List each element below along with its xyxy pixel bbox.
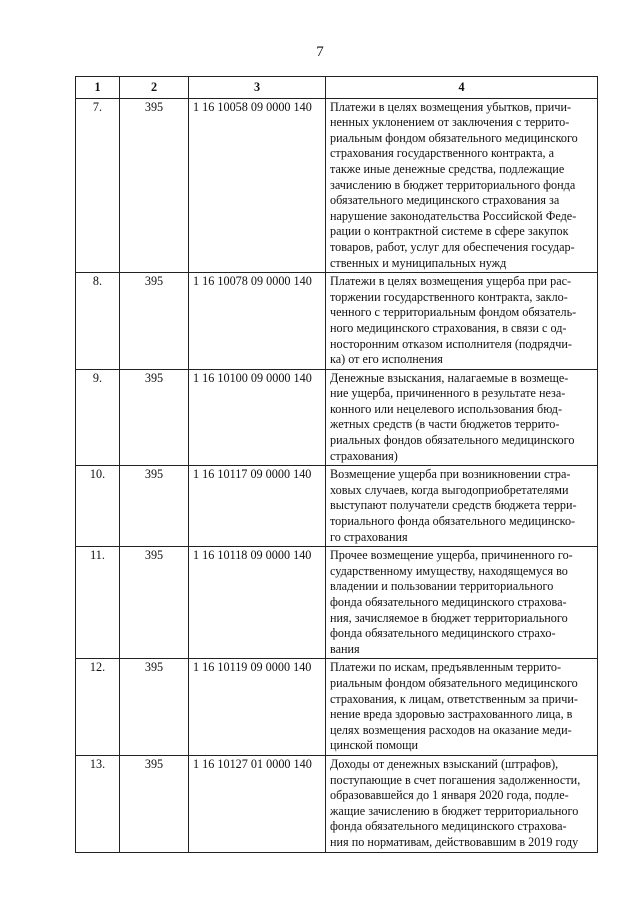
table-row xyxy=(76,369,598,466)
description-line: целях возмещения расходов на оказание меди- xyxy=(330,722,572,737)
description-line: фонда обязательного медицинского страхо- xyxy=(330,626,556,641)
description-line: конного или нецелевого использования бюд- xyxy=(330,401,563,416)
table-body xyxy=(76,98,598,852)
table-header-row xyxy=(76,77,598,99)
admin-code-cell: 395 xyxy=(120,755,189,852)
description-line: го страхования xyxy=(330,529,408,544)
description-line: поступающие в счет погашения задолженности, xyxy=(330,772,581,787)
table-row xyxy=(76,98,598,273)
description-line: товаров, работ, услуг для обеспечения государ- xyxy=(330,239,575,254)
column-header: 3 xyxy=(189,77,326,99)
admin-code-cell: 395 xyxy=(120,369,189,466)
description-line: вания xyxy=(330,641,360,656)
description-cell xyxy=(326,466,598,547)
description-cell xyxy=(326,369,598,466)
description-line: страхования) xyxy=(330,448,398,463)
description-line: Платежи в целях возмещения убытков, причи- xyxy=(330,99,572,114)
description-line: нарушение законодательства Российской Феде- xyxy=(330,208,577,223)
row-number-cell: 8. xyxy=(76,273,120,370)
description-line: образовавшейся до 1 января 2020 года, подле- xyxy=(330,788,569,803)
description-line: ния, зачисляемое в бюджет территориального xyxy=(330,610,568,625)
table-row xyxy=(76,755,598,852)
budget-code-cell: 1 16 10058 09 0000 140 xyxy=(189,98,326,273)
description-cell xyxy=(326,547,598,659)
column-header: 1 xyxy=(76,77,120,99)
description-line: рации о контрактной системе в сфере закупок xyxy=(330,224,569,239)
column-header: 2 xyxy=(120,77,189,99)
description-line: Возмещение ущерба при возникновении стра- xyxy=(330,467,571,482)
table-row xyxy=(76,273,598,370)
description-line: фонда обязательного медицинского страхова- xyxy=(330,595,567,609)
description-line: торжении государственного контракта, закло- xyxy=(330,289,568,304)
row-number-cell: 13. xyxy=(76,755,120,852)
table-row xyxy=(76,547,598,659)
row-number-cell: 11. xyxy=(76,547,120,659)
revenue-codes-table xyxy=(75,76,598,853)
description-line: ного медицинского страхования, в связи с од- xyxy=(330,320,567,335)
description-line: страхования, к лицам, ответственным за причи- xyxy=(330,691,578,706)
budget-code-cell: 1 16 10127 01 0000 140 xyxy=(189,755,326,852)
description-line: ховых случаев, когда выгодоприобретателями xyxy=(330,482,569,497)
description-line: цинской помощи xyxy=(330,738,419,753)
admin-code-cell: 395 xyxy=(120,273,189,370)
budget-code-cell: 1 16 10119 09 0000 140 xyxy=(189,659,326,756)
description-line: ния по нормативам, действовавшим в 2019 году xyxy=(330,834,579,849)
description-line: ственных и муниципальных нужд xyxy=(330,255,507,270)
description-line: ка) от его исполнения xyxy=(330,352,443,367)
admin-code-cell: 395 xyxy=(120,98,189,273)
admin-code-cell: 395 xyxy=(120,659,189,756)
description-line: риальным фондом обязательного медицинского xyxy=(330,130,578,145)
description-line: Доходы от денежных взысканий (штрафов), xyxy=(330,756,559,771)
budget-code-cell: 1 16 10078 09 0000 140 xyxy=(189,273,326,370)
column-header: 4 xyxy=(326,77,598,99)
description-line: фонда обязательного медицинского страхова- xyxy=(330,819,567,834)
description-cell xyxy=(326,98,598,273)
budget-code-cell: 1 16 10117 09 0000 140 xyxy=(189,466,326,547)
description-line: ченного с территориальным фондом обязатель- xyxy=(330,305,577,320)
page-number: 7 xyxy=(316,44,324,60)
description-line: жащие зачислению в бюджет территориального xyxy=(330,803,579,818)
description-line: Платежи по искам, предъявленным террито- xyxy=(330,660,562,675)
description-line: выступают получатели средств бюджета терри- xyxy=(330,498,577,513)
table-row xyxy=(76,659,598,756)
description-line: владении и пользовании территориального xyxy=(330,579,554,594)
admin-code-cell: 395 xyxy=(120,547,189,659)
admin-code-cell: 395 xyxy=(120,466,189,547)
description-line: страхования государственного контракта, а xyxy=(330,146,555,161)
row-number-cell: 12. xyxy=(76,659,120,756)
description-line: Денежные взыскания, налагаемые в возмеще- xyxy=(330,370,569,385)
description-cell xyxy=(326,755,598,852)
description-line: обязательного медицинского страхования за xyxy=(330,193,560,208)
description-line: нение вреда здоровью застрахованного лица, в xyxy=(330,707,573,722)
description-line: риальным фондом обязательного медицинского xyxy=(330,675,578,690)
description-line: зачислению в бюджет территориального фонда xyxy=(330,177,576,192)
description-cell xyxy=(326,659,598,756)
row-number-cell: 10. xyxy=(76,466,120,547)
description-line: жетных средств (в части бюджетов террито- xyxy=(330,417,560,432)
row-number-cell: 7. xyxy=(76,98,120,273)
budget-code-cell: 1 16 10118 09 0000 140 xyxy=(189,547,326,659)
budget-code-cell: 1 16 10100 09 0000 140 xyxy=(189,369,326,466)
description-line: Прочее возмещение ущерба, причиненного го- xyxy=(330,548,573,563)
row-number-cell: 9. xyxy=(76,369,120,466)
description-line: сударственному имуществу, находящемуся во xyxy=(330,563,568,578)
description-line: ние ущерба, причиненного в результате неза- xyxy=(330,386,566,401)
description-cell xyxy=(326,273,598,370)
description-line: носторонним отказом исполнителя (подрядчи- xyxy=(330,336,572,351)
description-line: ториального фонда обязательного медицинско- xyxy=(330,514,576,529)
table-row xyxy=(76,466,598,547)
description-line: риальных фондов обязательного медицинского xyxy=(330,433,575,448)
description-line: Платежи в целях возмещения ущерба при рас- xyxy=(330,274,572,289)
description-line: ненных уклонением от заключения с террито- xyxy=(330,115,570,130)
description-line: также иные денежные средства, подлежащие xyxy=(330,161,565,176)
